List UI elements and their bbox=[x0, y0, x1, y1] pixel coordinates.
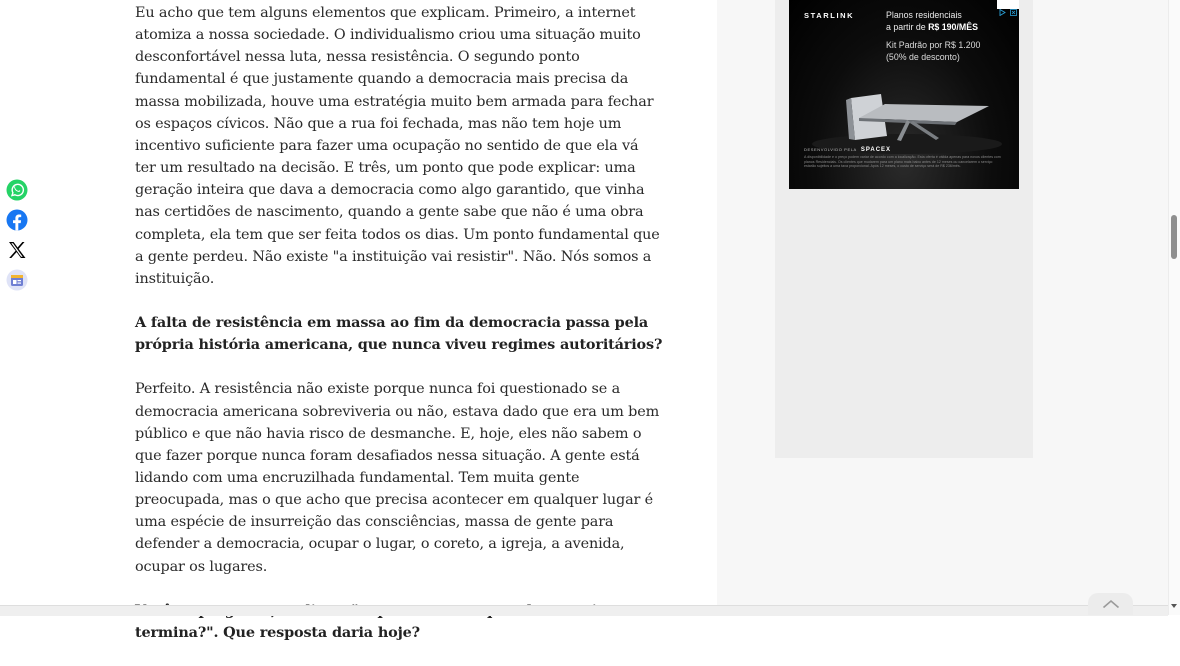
ad-choices-badge[interactable] bbox=[997, 0, 1019, 9]
ad-offer-price: R$ 190/MÊS bbox=[928, 21, 978, 32]
ad-offer-plans bbox=[886, 10, 978, 33]
ad-offer-prefix: a partir de bbox=[886, 21, 929, 32]
interview-question: A falta de resistência em massa ao fim da democracia passa pela própria história americana, que nunca viveu regimes autoritários? bbox=[135, 314, 663, 354]
google-news-icon bbox=[6, 269, 28, 291]
facebook-icon bbox=[6, 209, 28, 231]
whatsapp-share-button[interactable] bbox=[6, 179, 28, 201]
article-body bbox=[135, 2, 663, 666]
article-paragraph: Eu acho que tem alguns elementos que explicam. Primeiro, a internet atomiza a nossa sociedade. O individualismo criou uma situação muito desconfortável nessa luta, nessa resistência. O segundo ponto fundamental é que justamente quando a democracia mais precisa da massa mobilizada, houve uma estratégia muito bem armada para fechar os espaços cívicos. Não que a rua foi fechada, mas não tem hoje um incentivo suficiente para fazer uma ocupação no sentido de que ela vá ter um resultado na decisão. E três, um ponto que pode explicar: uma geração inteira que dava a democracia como algo garantido, que vinha nas certidões de nascimento, quando a gente sabe que não é uma obra completa, ela tem que ser feita todos os dias. Um ponto fundamental que a gente perdeu. Não existe "a instituição vai resistir". Não. Nós somos a instituição. bbox=[135, 5, 660, 287]
starlink-ad[interactable] bbox=[789, 0, 1019, 189]
horizontal-scrollbar[interactable] bbox=[0, 605, 1168, 616]
scrollbar-thumb[interactable] bbox=[1171, 215, 1177, 259]
satellite-dish-image bbox=[789, 60, 1019, 160]
interview-question: termina?". Que resposta daria hoje? bbox=[135, 623, 420, 641]
scroll-down-arrow-icon[interactable] bbox=[1169, 601, 1179, 611]
x-icon bbox=[7, 240, 27, 260]
ad-powered-by bbox=[804, 147, 891, 153]
ad-by-brand: SPACEX bbox=[860, 147, 892, 153]
back-to-top-button[interactable] bbox=[1088, 593, 1133, 615]
ad-info-icon[interactable] bbox=[999, 1, 1006, 8]
ad-kit-price: Kit Padrão por R$ 1.200 bbox=[886, 40, 981, 50]
google-news-share-button[interactable] bbox=[6, 269, 28, 291]
ad-close-icon[interactable] bbox=[1010, 1, 1017, 8]
ad-fine-print: A disponibilidade e o preço podem variar de acordo com a localização. Esta oferta é válida apenas para novos clientes com planos Residenciais. Os clientes que mudarem para um plano mais baixo antes de 12 meses ou cancelarem o serviço estarão sujeitos a uma taxa proporcional. Após 12 meses, o custo de serviço será de R$ 236/mês. bbox=[804, 155, 1001, 168]
share-bar bbox=[6, 179, 30, 299]
facebook-share-button[interactable] bbox=[6, 209, 28, 231]
page-scrollbar[interactable] bbox=[1168, 0, 1180, 615]
ad-kit-discount: (50% de desconto) bbox=[886, 51, 960, 62]
chevron-up-icon bbox=[1102, 599, 1120, 609]
whatsapp-icon bbox=[6, 179, 28, 201]
ad-by-label: DESENVOLVIDO PELA bbox=[804, 147, 857, 152]
ad-brand: STARLINK bbox=[804, 11, 855, 20]
x-share-button[interactable] bbox=[6, 239, 28, 261]
article-paragraph: Perfeito. A resistência não existe porque nunca foi questionado se a democracia americana sobreviveria ou não, estava dado que era um bem público e que não havia risco de desmanche. E, hoje, eles não sabem o que fazer porque nunca foram desafiados nessa situação. A gente está lidando com uma encruzilhada fundamental. Tem muita gente preocupada, mas o que acho que precisa acontecer em qualquer lugar é uma espécie de insurreição das consciências, massa de gente para defender a democracia, ocupar o lugar, o coreto, a igreja, a avenida, ocupar os lugares. bbox=[135, 381, 660, 575]
ad-offer-kit bbox=[886, 40, 980, 63]
ad-offer-text: Planos residenciais bbox=[886, 10, 962, 20]
